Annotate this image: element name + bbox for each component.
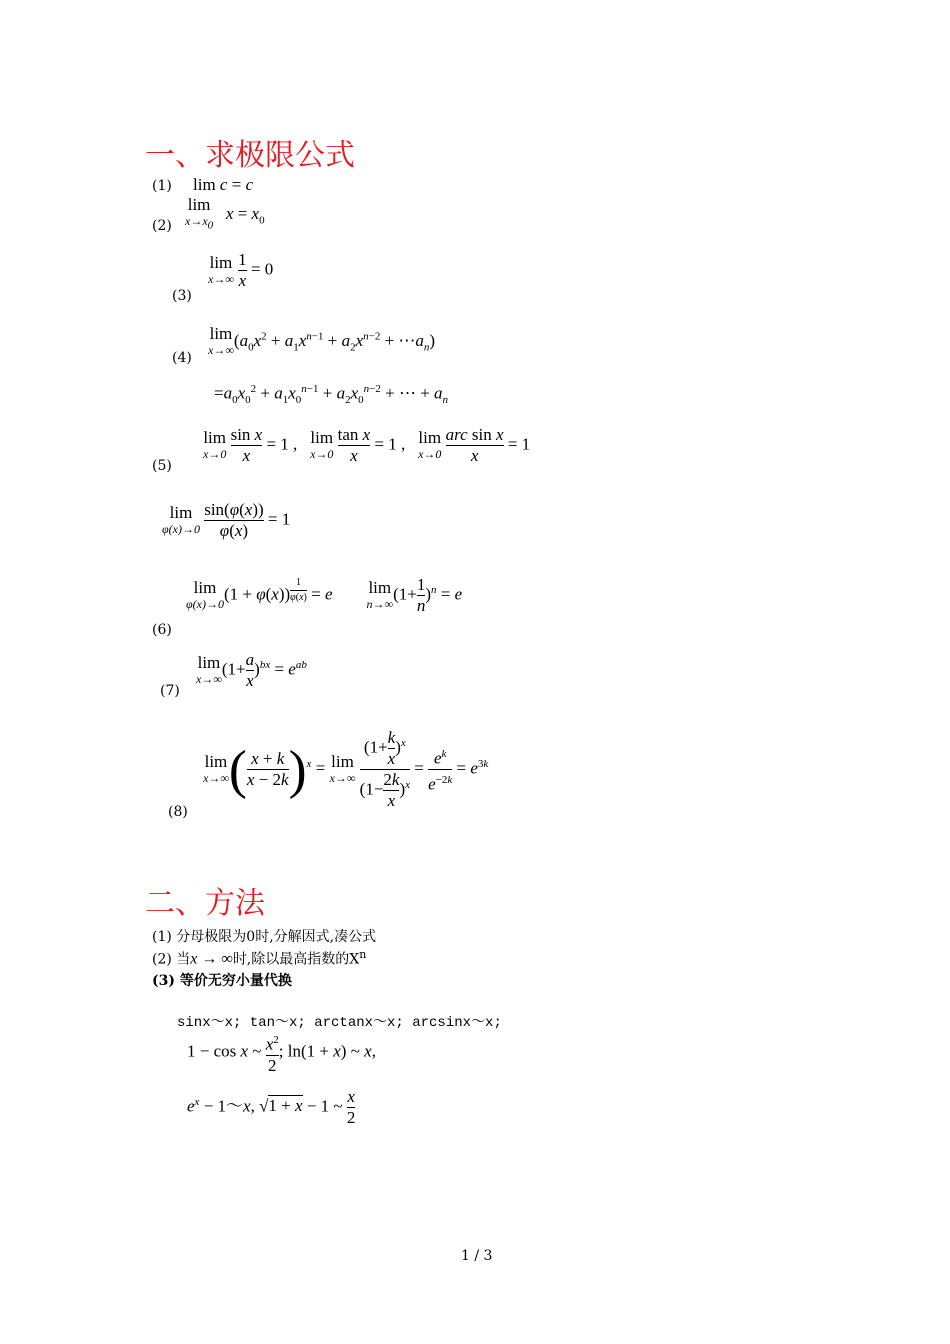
formula-4-label: (4) [172, 350, 192, 366]
formula-5-label: (5) [152, 458, 172, 474]
formula-3-label: (3) [172, 288, 192, 304]
formula-3: lim x→∞ $\frac{1}{x}$ = 0 [208, 250, 274, 290]
formula-4-line-1: lim x→∞ ($a_0x^2 + a_1x^{n-1} + a_2x^{n-2}$ + $\cdots a_n$) [208, 324, 436, 357]
page-number: 1 / 3 [461, 1248, 493, 1264]
formula-7: lim x→∞ (1+ $\frac{a}{x}$ )$^{bx} = e^{ab}$ [196, 650, 307, 690]
section-2-title: 二、方法 [145, 886, 265, 921]
formula-4-line-2: $=a_0x_0^2 + a_1x_0^{n-1} + a_2x_0^{n-2}$ + ⋯ + $a_n$ [214, 383, 449, 407]
method-1-text: 分母极限为0时,分解因式,凑公式 [176, 929, 377, 945]
equivalence-formula-1: 1 − cos x ~ $\frac{x^2}{2}$ ; ln(1 + x) ~ x, [187, 1034, 376, 1075]
formula-6: lim φ(x)→0 (1 + φ(x)) $^{\frac{1}{\varphi(x)}}$ = e lim n→∞ (1+ $\frac{1}{n}$ )$^n$ = e [186, 575, 463, 615]
method-2-sup: n [359, 948, 367, 961]
formula-7-label: (7) [160, 683, 180, 699]
equivalence-formula-2: $e^x$ − 1～x, √1 + x − 1 ~ $\frac{x}{2}$ [187, 1087, 356, 1127]
method-3 [152, 970, 292, 990]
method-1 [152, 926, 376, 946]
method-2-num: (2) [152, 951, 172, 968]
method-2 [152, 948, 366, 969]
formula-1: lim c = c [193, 175, 254, 194]
formula-2: lim $x\to x_0$ $x = x_0$ [185, 195, 265, 232]
equivalence-list: sinx～x; tan～x; arctanx～x; arcsinx～x; [177, 1015, 502, 1031]
formula-8-label: (8) [168, 804, 188, 820]
method-2-pre: 当 [176, 951, 191, 968]
formula-2-label: (2) [152, 218, 172, 234]
formula-6-label: (6) [152, 622, 172, 638]
method-1-num: (1) [152, 929, 172, 945]
formula-5: lim x→0 $\frac{\text{sin x}}{x}$ = 1 , lim x→0 $\frac{\text{tan x}}{x}$ = 1 , lim x→0 $\frac{\text{arc sin x}}{x}$ = 1 [203, 425, 531, 465]
formula-1-label: (1) [152, 178, 172, 194]
method-2-post: 时,除以最高指数的X [232, 951, 360, 968]
formula-5b: lim φ(x)→0 $\frac{\sin(\varphi(x))}{\varphi(x)}$ = 1 [162, 500, 291, 540]
method-3-num: (3) [152, 973, 175, 989]
method-2-math: x → ∞ [190, 950, 233, 968]
formula-8: lim x→∞ ( $\frac{x + k}{x - 2k}$ )$^x$ = lim x→∞ (1+ $\frac{k}{x}$ )$^x$ (1− $\frac{2k}{x}$ )$^x$ = $\frac{e^k}{e^{-2k}}$ = $e^{3k}$ [203, 728, 489, 810]
section-1-title: 一、求极限公式 [145, 138, 355, 173]
method-3-text: 等价无穷小量代换 [179, 973, 292, 989]
